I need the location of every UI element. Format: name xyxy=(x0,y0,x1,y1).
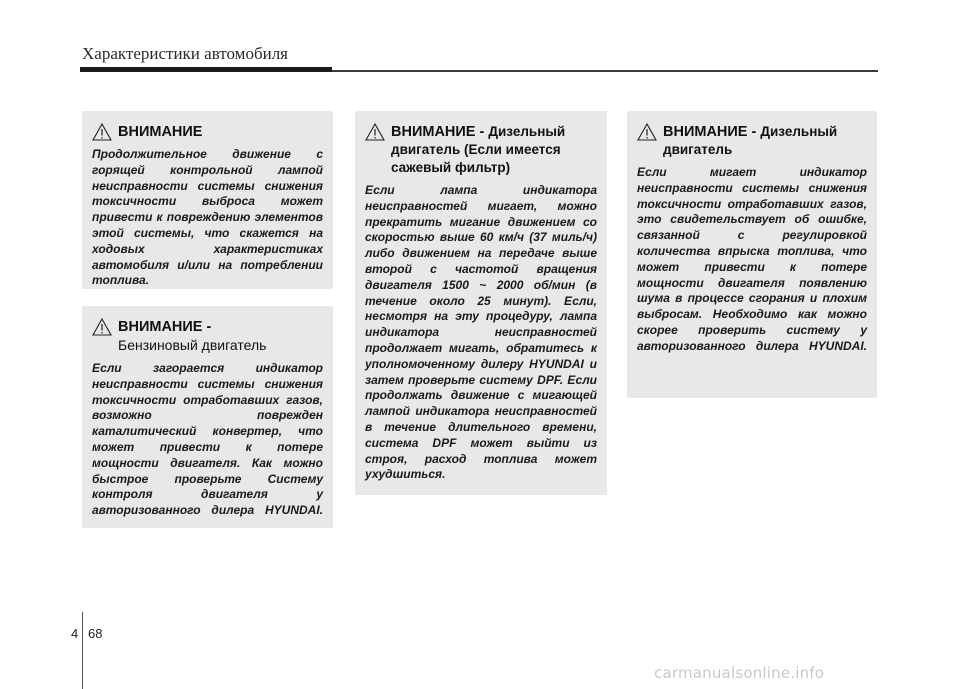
warning-title: ВНИМАНИЕ - Дизельный двигатель xyxy=(663,124,838,157)
warning-box-general xyxy=(82,111,333,289)
warning-subtitle: Бензиновый двигатель xyxy=(118,337,267,353)
warning-triangle-icon xyxy=(637,123,657,141)
page-header-title: Характеристики автомобиля xyxy=(82,44,288,63)
warning-text: Продолжительное движение с горящей контрольной лампой неисправности системы снижения токсичности выброса может привести к повреждению элементов этой системы, что скажется на ходовых характеристиках автомобиля и/или на потреблении топлива. xyxy=(92,147,323,288)
warning-text: Если лампа индикатора неисправностей мигает, можно прекратить мигание движением со скоростью выше 60 км/ч (37 миль/ч) либо движением на передаче выше второй с частотой вращения двигателя 1500 ~ 2000 об/мин (в течение около 25 минут). Если, несмотря на эту процедуру, лампа индикатора неисправностей продолжает мигать, обратитесь к уполномоченному дилеру HYUNDAI и затем проверьте систему DPF. Если продолжать движение с мигающей лампой индикатора неисправностей в течение длительного времени, система DPF может выйти из строя, расход топлива может ухудшиться. xyxy=(365,183,597,482)
warning-title: ВНИМАНИЕ - Бензиновый двигатель xyxy=(118,319,267,353)
warning-subtitle: Дизельный двигатель xyxy=(663,124,838,157)
warning-triangle-icon xyxy=(92,123,112,141)
page-number: 68 xyxy=(88,626,103,641)
warning-title: ВНИМАНИЕ - Дизельный двигатель (Если имеется сажевый фильтр) xyxy=(391,124,566,175)
warning-text: Если загорается индикатор неисправности системы снижения токсичности отработавших газов, возможно поврежден каталитический конвертер, что может привести к потере мощности двигателя. Как можно быстрое проверьте Систему контроля двигателя у авторизованного дилера HYUNDAI. xyxy=(92,361,323,518)
warning-triangle-icon xyxy=(365,123,385,141)
warning-subtitle: Дизельный двигатель (Если имеется сажевый фильтр) xyxy=(391,124,566,175)
section-number: 4 xyxy=(71,626,79,641)
warning-box-diesel xyxy=(627,111,877,398)
watermark: carmanualsonline.info xyxy=(654,664,825,682)
header-rule-accent xyxy=(80,67,332,72)
warning-text: Если мигает индикатор неисправности системы снижения токсичности отработавших газов, это свидетельствует об ошибке, связанной с регулировкой количества впрыска топлива, что может привести к потере мощности двигателя появлению шума в процессе сгорания и плохим выбросам. Необходимо как можно скорее проверить систему у авторизованного дилера HYUNDAI. xyxy=(637,165,867,353)
warning-title: ВНИМАНИЕ xyxy=(118,124,203,140)
warning-box-petrol xyxy=(82,306,333,528)
warning-box-diesel-dpf xyxy=(355,111,607,495)
warning-triangle-icon xyxy=(92,318,112,336)
footer-divider xyxy=(82,612,83,689)
